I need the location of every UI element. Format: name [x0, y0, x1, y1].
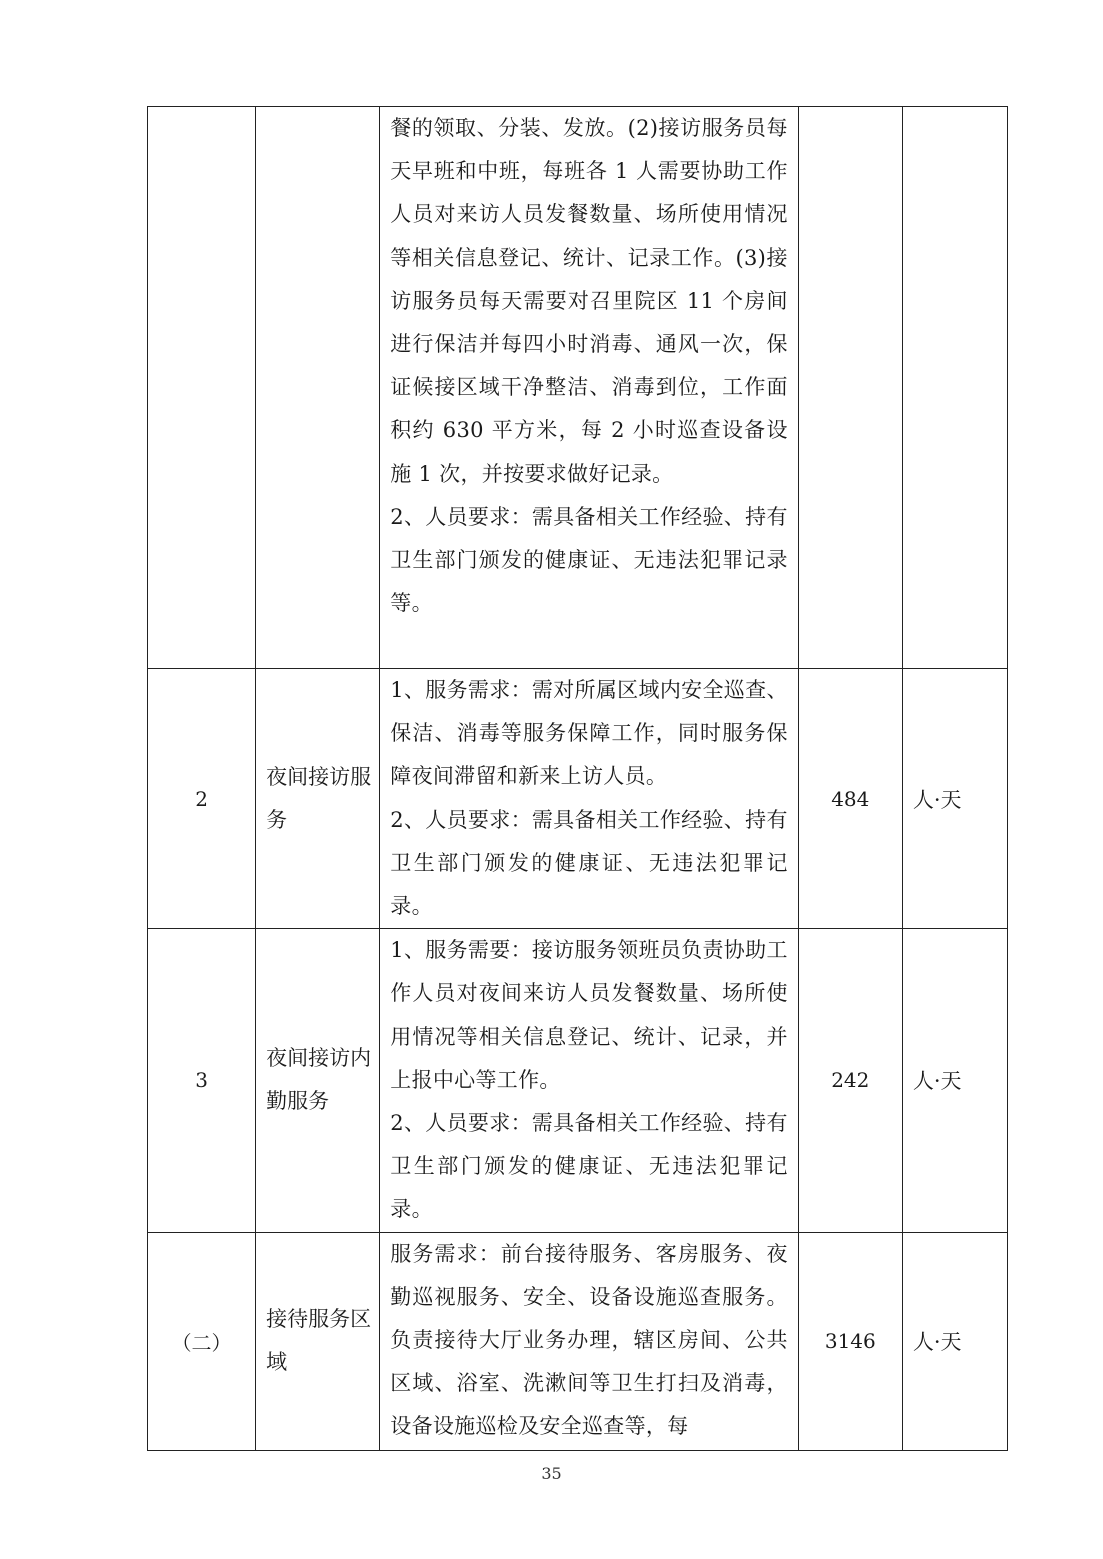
item-name-cell: 夜间接访内勤服务 [256, 929, 380, 1232]
item-unit-cell: 人·天 [902, 929, 1007, 1232]
item-quantity-cell: 242 [798, 929, 902, 1232]
description-paragraph: 2、人员要求：需具备相关工作经验、持有卫生部门颁发的健康证、无违法犯罪记录。 [390, 1111, 788, 1222]
item-quantity-cell [798, 107, 902, 669]
description-paragraph: 1、服务需求：需对所属区域内安全巡查、保洁、消毒等服务保障工作，同时服务保障夜间滞留和新来上访人员。 [390, 678, 788, 789]
description-paragraph: 餐的领取、分装、发放。(2)接访服务员每天早班和中班，每班各 1 人需要协助工作人员对来访人员发餐数量、场所使用情况等相关信息登记、统计、记录工作。(3)接访服务员每天需要对召里院区 11 个房间进行保洁并每四小时消毒、通风一次，保证候接区域干净整洁、消毒到位，工作面积约 630 平方米，每 2 小时巡查设备设施 1 次，并按要求做好记录。 [390, 116, 788, 486]
item-number-cell: （二） [148, 1232, 256, 1450]
item-number-cell: 3 [148, 929, 256, 1232]
item-number-cell: 2 [148, 669, 256, 929]
service-table [147, 106, 1008, 1451]
page-number: 35 [541, 1464, 562, 1483]
table-row [148, 929, 1008, 1232]
item-number-cell [148, 107, 256, 669]
item-description-cell [380, 669, 798, 929]
item-name-cell: 接待服务区域 [256, 1232, 380, 1450]
item-description-cell [380, 1232, 798, 1450]
item-unit-cell: 人·天 [902, 669, 1007, 929]
item-description-cell [380, 929, 798, 1232]
table-row [148, 1232, 1008, 1450]
item-name-cell [256, 107, 380, 669]
description-paragraph: 1、服务需要：接访服务领班员负责协助工作人员对夜间来访人员发餐数量、场所使用情况等相关信息登记、统计、记录，并上报中心等工作。 [390, 938, 788, 1092]
description-paragraph: 2、人员要求：需具备相关工作经验、持有卫生部门颁发的健康证、无违法犯罪记录。 [390, 807, 788, 919]
item-unit-cell [902, 107, 1007, 669]
table-row [148, 669, 1008, 929]
item-quantity-cell: 3146 [798, 1232, 902, 1450]
item-unit-cell: 人·天 [902, 1232, 1007, 1450]
item-quantity-cell: 484 [798, 669, 902, 929]
description-paragraph: 2、人员要求：需具备相关工作经验、持有卫生部门颁发的健康证、无违法犯罪记录等。 [390, 504, 788, 616]
description-paragraph: 服务需求：前台接待服务、客房服务、夜勤巡视服务、安全、设备设施巡查服务。负责接待大厅业务办理，辖区房间、公共区域、浴室、洗漱间等卫生打扫及消毒，设备设施巡检及安全巡查等，每 [390, 1241, 788, 1439]
item-description-cell [380, 107, 798, 669]
table-row [148, 107, 1008, 669]
item-name-cell: 夜间接访服务 [256, 669, 380, 929]
